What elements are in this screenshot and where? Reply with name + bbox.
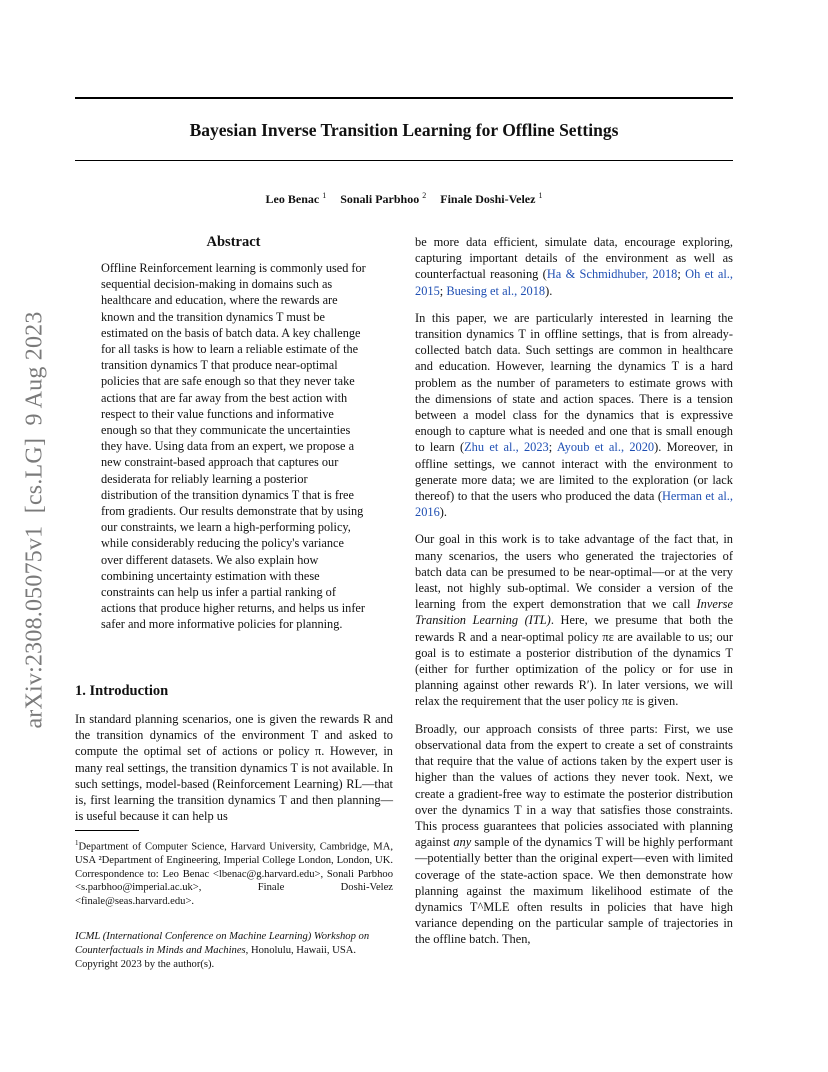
text-run: ). (439, 505, 448, 520)
author-list (75, 191, 733, 207)
arxiv-sidebar (22, 290, 48, 750)
text-run: Our goal in this work is to take advantage of the fact that, in many scenarios, the users who generated the trajectories of batch data can be presumed to be near-optimal—or at the very least, not highly sub-optimal. We consider a version of the learning from the expert demonstration that we call (415, 532, 733, 612)
paragraph (415, 721, 733, 948)
citation-link[interactable]: Oh et al., 2015 (415, 267, 734, 298)
intro-column-left (75, 711, 393, 835)
author-affiliation: 1 (322, 191, 327, 200)
affiliation-footnote (75, 837, 393, 908)
arxiv-identifier: arXiv:2308.05075v1 [cs.LG] 9 Aug 2023 (21, 311, 48, 729)
footnote-rule (75, 830, 139, 831)
text-run: ). Moreover, in offline settings, we cannot interact with the environment to generate more data; we are limited to the exploration (or lack thereof) to that the users who produced the data ( (415, 440, 733, 504)
intro-paragraph: In standard planning scenarios, one is given the rewards R and the transition dynamics of the environment T and asked to compute the optimal set of actions or policy π. However, in many real settings, the transition dynamics T is not available. In such settings, model-based (Reinforcement Learning) RL—that is, first learning the transition dynamics T and then planning—is useful because it can help us (75, 712, 393, 824)
citation-link[interactable]: Ayoub et al., 2020 (556, 440, 655, 455)
text-run: Broadly, our approach consists of three parts: First, we use observational data from the expert to create a set of constraints that require that the value of actions taken by the expert user is higher than the values of actions they never took. Next, we create a gradient-free way to estimate the posterior distribution over the dynamics T in a way that satisfies those constraints. This process guarantees that policies associated with planning against (415, 721, 733, 850)
author-affiliation: 1 (538, 191, 543, 200)
text-run: sample of the dynamics T will be highly performant—potentially better than the original expert—even with limited coverage of the state-action space. We then demonstrate how planning against the maximum likelihood estimate of the dynamics T^MLE often results in policies that have high variance depending on the particular sample of trajectories in the offline batch. Then, (415, 835, 733, 947)
citation-link[interactable]: Zhu et al., 2023 (464, 440, 549, 455)
venue-name: ICML (International Conference on Machine Learning) Workshop on Counterfactuals in Minds and Machines (75, 931, 370, 956)
abstract-section (101, 234, 366, 633)
term-emphasis: any (453, 835, 472, 850)
right-column (415, 234, 733, 959)
author-name: Finale Doshi-Velez (440, 192, 536, 206)
citation-link[interactable]: Buesing et al., 2018 (446, 283, 546, 298)
paragraph (415, 531, 733, 709)
abstract-body: Offline Reinforcement learning is commonly used for sequential decision-making in domains such as healthcare and education, where the rewards are known and the transition dynamics T must be estimated on the basis of batch data. A key challenge for all tasks is how to learn a reliable estimate of the transition dynamics T that produce near-optimal policies that are safe enough so that they never take actions that are far away from the best action with respect to their value functions and informative enough so that they communicate the uncertainties they have. Using data from an expert, we propose a new constraint-based approach that captures our desiderata for reliably learning a posterior distribution of the transition dynamics T that is free from gradients. Our results demonstrate that by using our constraints, we learn a high-performing policy, while considerably reducing the policy's variance over different datasets. We also explain how combining uncertainty estimation with these constraints can help us infer a partial ranking of actions that produce higher returns, and helps us infer safer and more informative policies for planning. (101, 261, 366, 632)
author-name: Sonali Parbhoo (340, 192, 420, 206)
author-name: Leo Benac (265, 192, 320, 206)
section-heading-introduction: 1. Introduction (75, 683, 169, 699)
footnote-marker: 1 (75, 839, 79, 847)
text-run: . Here, we presume that both the rewards R and a near-optimal policy πε are available to us; our goal is to estimate a posterior distribution of the dynamics T (either for further optimization of the policy or for use in planning against other rewards R′). In later versions, we will relax the requirement that the user policy πε is given. (415, 613, 733, 709)
text-run: be more data efficient, simulate data, encourage exploring, capturing important details of the environment as well as counterfactual reasoning ( (415, 235, 733, 282)
venue-note (75, 930, 393, 972)
footnote-text: Department of Computer Science, Harvard University, Cambridge, MA, USA ²Department of Engineering, Imperial College London, London, UK. Correspondence to: Leo Benac <lbenac@g.harvard.edu>, Sonali Parbhoo <s.parbhoo@imperial.ac.uk>, Finale Doshi-Velez <finale@seas.harvard.edu>. (75, 841, 393, 907)
text-run: In this paper, we are particularly interested in learning the transition dynamics T in offline settings, that is from already-collected batch data. Such settings are common in healthcare and education. However, learning the dynamics T is a hard problem as the number of parameters to estimate grows with the dimensions of state and action spaces. There is a tension between a model class for the dynamics that is expressive enough to capture what is needed and one that is small enough to learn ( (415, 310, 733, 455)
author-affiliation: 2 (422, 191, 427, 200)
citation-link[interactable]: Ha & Schmidhuber, 2018 (546, 267, 678, 282)
paragraph: In this paper, we are particularly interested in learning the transition dynamics T in offline settings, that is from already-collected batch data. Such settings are common in healthcare and education. However, learning the dynamics T is a hard problem as the number of parameters to estimate grows with the dimensions of state and action spaces. There is a tension between a model class for the dynamics that is expressive enough to capture what is needed and one that is small enough to learn (Zhu et al., 2023; Ayoub et al., 2020). Moreover, in offline settings, we cannot interact with the environment to generate more data; we are limited to the exploration (or lack thereof) to that the users who produced the data (Herman et al., 2016). (415, 310, 733, 520)
paragraph: be more data efficient, simulate data, encourage exploring, capturing important details of the environment as well as counterfactual reasoning (Ha & Schmidhuber, 2018; Oh et al., 2015; Buesing et al., 2018). (415, 235, 734, 298)
abstract-heading: Abstract (206, 234, 261, 250)
term-emphasis: Inverse Transition Learning (ITL) (415, 597, 733, 628)
title-rule-top (75, 97, 733, 99)
venue-copyright: , Honolulu, Hawaii, USA. Copyright 2023 by the author(s). (75, 945, 357, 970)
citation-link[interactable]: Herman et al., 2016 (415, 489, 733, 520)
text-run: ). (545, 283, 553, 298)
paper-title: Bayesian Inverse Transition Learning for Offline Settings (189, 120, 619, 140)
title-rule-bottom (75, 160, 733, 161)
